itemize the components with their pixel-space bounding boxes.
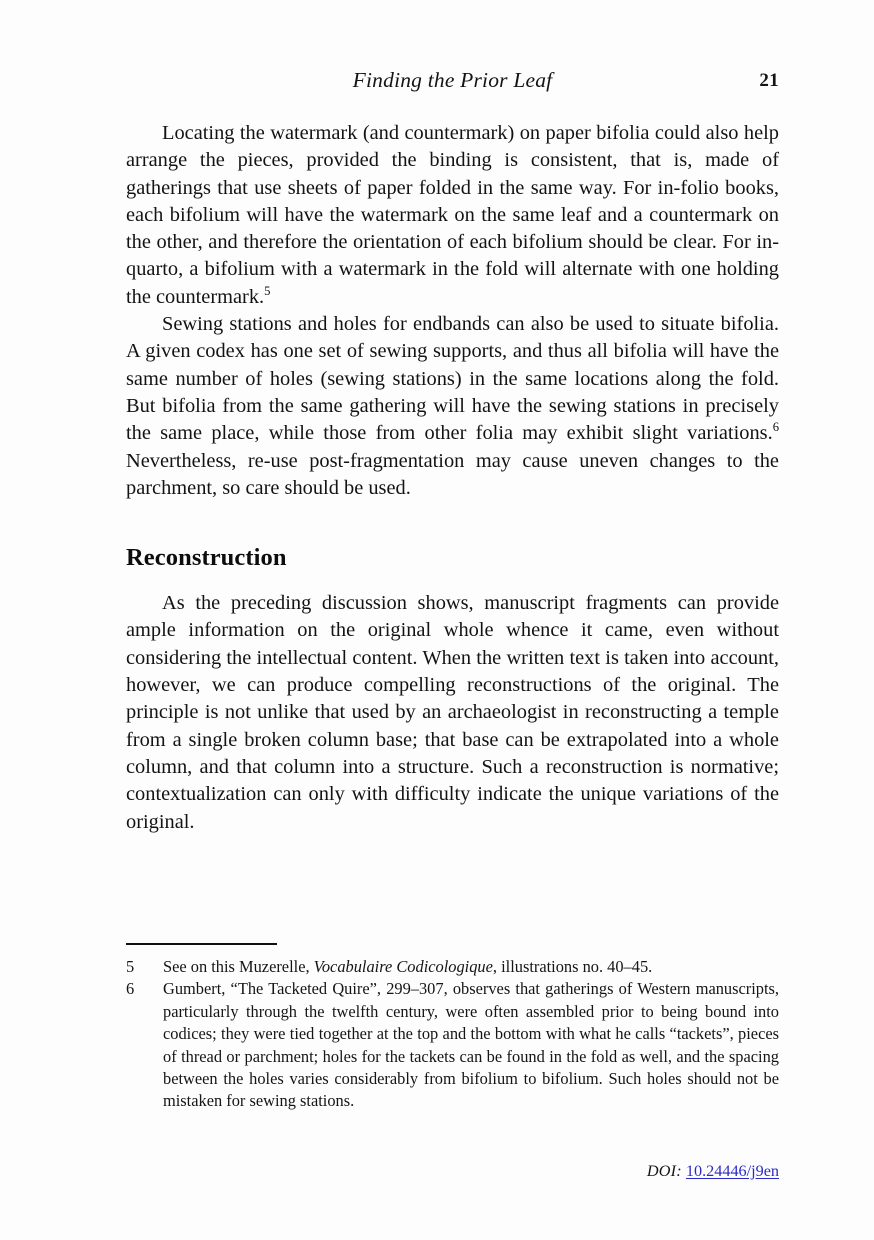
footnote-number-6: 6 (126, 979, 135, 999)
paragraph-watermark (126, 120, 779, 311)
main-text-block (126, 120, 779, 836)
heading-spacer-bottom (126, 573, 779, 590)
paragraph-sewing-stations-text: Sewing stations and holes for endbands can also be used to situate bifolia. A given codex has one set of sewing supports, and thus all bifolia will have the same number of holes (sewing stations) in the same locations along the fold. But bifolia from the same gathering will have the sewing stations in precisely the same place, while those from other folia may exhibit slight variations. (126, 313, 779, 445)
footnote-item-6 (126, 978, 779, 1112)
section-heading-reconstruction: Reconstruction (126, 544, 287, 572)
paragraph-watermark-text: Locating the watermark (and countermark) on paper bifolia could also help arrange the pieces, provided the binding is consistent, that is, made of gatherings that use sheets of paper folded in the same way. For in-folio books, each bifolium will have the watermark on the same leaf and a countermark on the other, and therefore the orientation of each bifolium should be clear. For in-quarto, a bifolium with a watermark in the fold will alternate with one holding the countermark. (126, 122, 779, 308)
running-head (126, 68, 779, 100)
footnote-text-5 (163, 956, 779, 978)
footnote-5-italic-title: Vocabulaire Codicologique (313, 957, 493, 976)
footnote-5-text-before: See on this Muzerelle, (163, 957, 314, 976)
paragraph-sewing-stations (126, 311, 779, 502)
footnote-5-text-after: , illustrations no. 40–45. (492, 957, 653, 976)
footnote-separator-rule (126, 943, 277, 945)
footnotes-area (126, 943, 779, 1113)
footnote-number-5: 5 (126, 957, 135, 976)
doi-label: DOI: (646, 1162, 682, 1180)
heading-spacer-top (126, 502, 779, 543)
page-number: 21 (759, 70, 779, 91)
footnote-6-text-before: Gumbert, “The Tacketed Quire”, 299–307, observes that gatherings of Western manuscripts, particularly through the twelfth century, were often assembled prior to being bound into codices; they were tied together at the top and the bottom with what he calls “tackets”, pieces of thread or parchment; holes for the tackets can be found in the fold as well, and the spacing between the holes varies considerably from bifolium to bifolium. Such holes should not be mistaken for sewing stations. (163, 979, 779, 1111)
running-head-title: Finding the Prior Leaf (352, 68, 553, 92)
footnote-text-6 (163, 978, 779, 1112)
footnote-marker-6[interactable]: 6 (772, 420, 779, 435)
footnote-item-5 (126, 956, 779, 978)
doi-line (126, 1162, 779, 1181)
footnote-marker-5[interactable]: 5 (264, 283, 271, 298)
paragraph-reconstruction: As the preceding discussion shows, manuscript fragments can provide ample information on the original whole whence it came, even without considering the intellectual content. When the written text is taken into account, however, we can produce compelling reconstructions of the original. The principle is not unlike that used by an archaeologist in reconstructing a temple from a single broken column base; that base can be extrapolated into a whole column, and that column into a structure. Such a reconstruction is normative; contextualization can only with difficulty indicate the unique variations of the original. (126, 592, 779, 833)
paragraph-sewing-stations-tail: Nevertheless, re-use post-fragmentation may cause uneven changes to the parchment, so care should be used. (126, 449, 779, 499)
doi-link[interactable]: 10.24446/j9en (685, 1162, 779, 1180)
